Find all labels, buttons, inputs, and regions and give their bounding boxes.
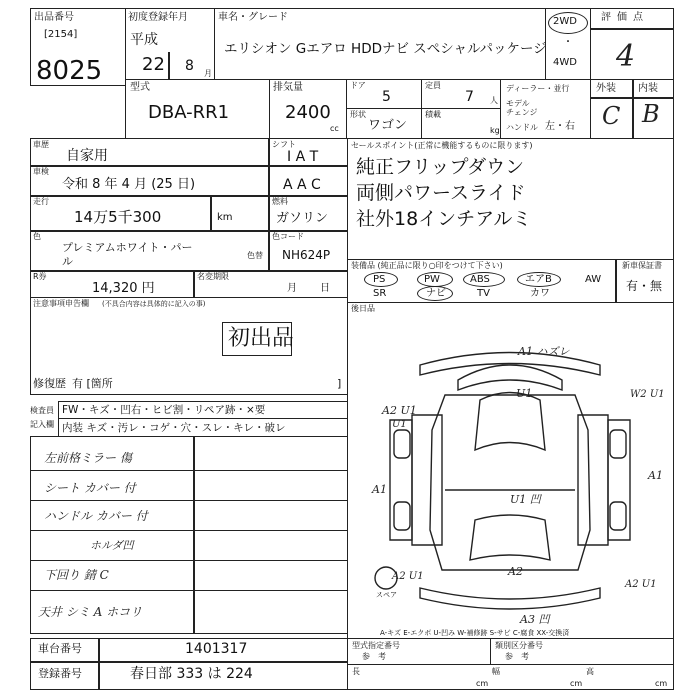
capacity-value: 7 [465,89,474,105]
sales-line-1: 純正フリップダウン [356,156,525,178]
damage-mark: A2 [508,565,523,578]
name-change-month: 月 [287,283,297,294]
shift-value: I A T [287,149,319,165]
chassis-value: 1401317 [185,641,248,657]
reg-label: 登録番号 [38,667,82,680]
equip-sr: SR [373,288,387,299]
divider [347,664,674,665]
inspector-label-2: 記入欄 [30,420,54,429]
interior-checks: 内装 キズ・汚レ・コゲ・穴・スレ・キレ・破レ [62,422,286,434]
handwritten-note: 下回り 錆 C [44,568,109,582]
month-unit: 月 [204,69,212,78]
equip-airbag: エアB [525,274,552,285]
damage-legend: A-キズ E-エクボ U-凹み W-補修跡 S-サビ C-腐食 XX-交換済 [380,629,570,637]
divider [98,638,100,690]
handwritten-note: 左前格ミラー 傷 [44,451,132,465]
warranty-label: 新車保証書 [622,261,662,270]
handle-label: ハンドル [506,123,538,132]
divider [193,270,195,298]
capacity-unit: 人 [490,96,498,105]
repair-end: ] [337,377,342,390]
recycle-label: R券 [33,272,47,281]
divider [632,79,634,139]
equip-navi: ナビ [426,288,446,299]
remarks-label: 注意事項申告欄 [33,299,89,308]
color-num-label: 色替 [247,251,263,260]
divider [168,52,170,80]
divider [58,418,348,419]
fuel-label: 燃料 [272,197,288,206]
equip-tv: TV [477,288,490,299]
first-reg-label: 初度登録年月 [128,12,188,23]
damage-mark: U1 凹 [510,493,541,506]
divider [210,195,212,230]
divider [30,590,348,591]
damage-mark: A2 U1 [382,404,417,417]
divider [590,28,674,30]
damage-mark: A1 [372,483,387,496]
grade-label: 評価点 [601,12,649,23]
spare-label: スペア [376,591,397,599]
equipment-label: 装備品 (純正品に限り○印をつけて下さい) [351,261,503,270]
inspection-value: 令和 8 年 4 月 (25 日) [62,177,196,192]
history-label: 車歴 [33,140,49,149]
color-label: 色 [33,232,41,241]
cert-label: 型式指定番号 [352,641,400,650]
shape-value: ワゴン [368,118,408,133]
divider [30,560,348,561]
rear-label: 後日品 [351,304,375,313]
capacity-label: 定員 [425,81,441,90]
recycle-value: 14,320 円 [92,281,155,296]
displacement-label: 排気量 [273,82,303,93]
stamp-text: 初出品 [228,326,295,351]
car-diagram [350,320,670,636]
load-unit: kg [490,126,500,135]
equip-leather: カワ [530,288,550,299]
year: 22 [142,54,165,75]
model-change-label: モデル [506,99,530,108]
remarks-sub: (不具合内容は具体的に記入の事) [102,300,206,308]
cm-unit: cm [570,679,583,688]
month: 8 [185,58,194,74]
inspector-label-1: 検査員 [30,406,54,415]
equip-abs: ABS [470,274,490,285]
sales-line-3: 社外18インチアルミ [356,208,532,230]
reg-value: 春日部 333 は 224 [130,666,253,682]
inspection-label: 車検 [33,167,49,176]
mileage-value: 14万5千300 [74,208,162,226]
divider [30,661,348,663]
divider [30,270,348,272]
divider [30,530,348,531]
repair-value: 有 [箇所 [72,377,113,390]
damage-mark: A2 U1 [625,579,657,590]
warranty-value: 有・無 [626,279,663,293]
car-name: エリシオン Gエアロ HDDナビ スペシャルパッケージ [224,41,547,57]
width-label: 幅 [492,667,500,676]
mileage-label: 走行 [33,197,49,206]
name-change-day: 日 [320,283,330,294]
lot-label: 出品番号 [34,12,74,23]
ac-value: A A C [283,177,321,193]
color-value-2: ル [62,255,73,268]
height-label: 高 [586,667,594,676]
damage-mark: U1 [392,419,407,430]
interior-value: B [642,100,660,128]
type-label: 型式 [130,82,150,93]
displacement-value: 2400 [285,102,331,123]
grade-value: 4 [616,39,636,74]
fuel-value: ガソリン [276,211,329,226]
cm-unit: cm [655,679,668,688]
divider [615,259,617,303]
exterior-value: C [602,102,621,130]
cert-sub: 参 考 [362,652,386,661]
damage-mark: A3 凹 [520,613,550,626]
cm-unit: cm [476,679,489,688]
divider [193,436,195,634]
model-change-sub: チェンジ [506,108,538,117]
mileage-unit: km [217,212,233,223]
model-label: 車名・グレード [218,12,288,23]
damage-mark: U1 [516,387,533,400]
lot-sub: [2154] [44,29,78,40]
color-value-1: プレミアムホワイト・パー [62,241,193,254]
sales-label: セールスポイント(正常に機能するものに限ります) [351,141,533,150]
damage-mark: A2 U1 [392,571,424,582]
equip-aw: AW [585,274,602,285]
damage-mark: W2 U1 [630,389,665,400]
divider [268,138,270,270]
doors-label: ドア [350,81,366,90]
damage-mark: A1 [648,469,663,482]
shift-label: シフト [272,140,296,149]
dealer-label: ディーラー・並行 [506,84,570,93]
divider [30,165,348,167]
doors-value: 5 [382,89,391,105]
handwritten-note: シート カバー 付 [44,481,136,495]
class-sub: 参 考 [505,652,529,661]
handwritten-note: 天井 シミ A ホコリ [38,605,143,619]
sales-line-2: 両側パワースライド [356,182,526,204]
handwritten-note: ホルダ凹 [90,539,134,552]
name-change-label: 名変期限 [197,272,229,281]
drive-dot: ・ [563,37,573,48]
length-label: 長 [352,667,360,676]
equip-ps: PS [373,274,386,285]
damage-mark: A1 ハズレ [518,345,570,358]
shape-label: 形状 [350,110,366,119]
exterior-checks: FW・キズ・凹右・ヒビ割・リペア跡・×要 [62,404,266,416]
lot-number: 8025 [36,56,103,86]
color-code-label: 色コード [272,232,304,241]
chassis-label: 車台番号 [38,642,82,655]
repair-label: 修復歴 [33,377,66,390]
divider [30,470,348,471]
divider [30,500,348,501]
drive-2wd: 2WD [553,16,577,27]
displacement-unit: cc [330,124,339,133]
load-label: 積載 [425,110,441,119]
handle-value: 左・右 [545,121,575,132]
equip-pw: PW [424,274,440,285]
type-value: DBA-RR1 [148,102,230,123]
drive-4wd: 4WD [553,57,577,68]
divider [490,638,491,664]
handwritten-note: ハンドル カバー 付 [44,509,148,523]
divider [30,195,348,197]
exterior-label: 外装 [596,83,616,94]
history-value: 自家用 [66,148,108,164]
class-label: 類別区分番号 [495,641,543,650]
color-code-value: NH624P [282,248,331,262]
interior-label: 内装 [638,83,658,94]
divider [590,97,674,99]
era: 平成 [130,32,158,48]
